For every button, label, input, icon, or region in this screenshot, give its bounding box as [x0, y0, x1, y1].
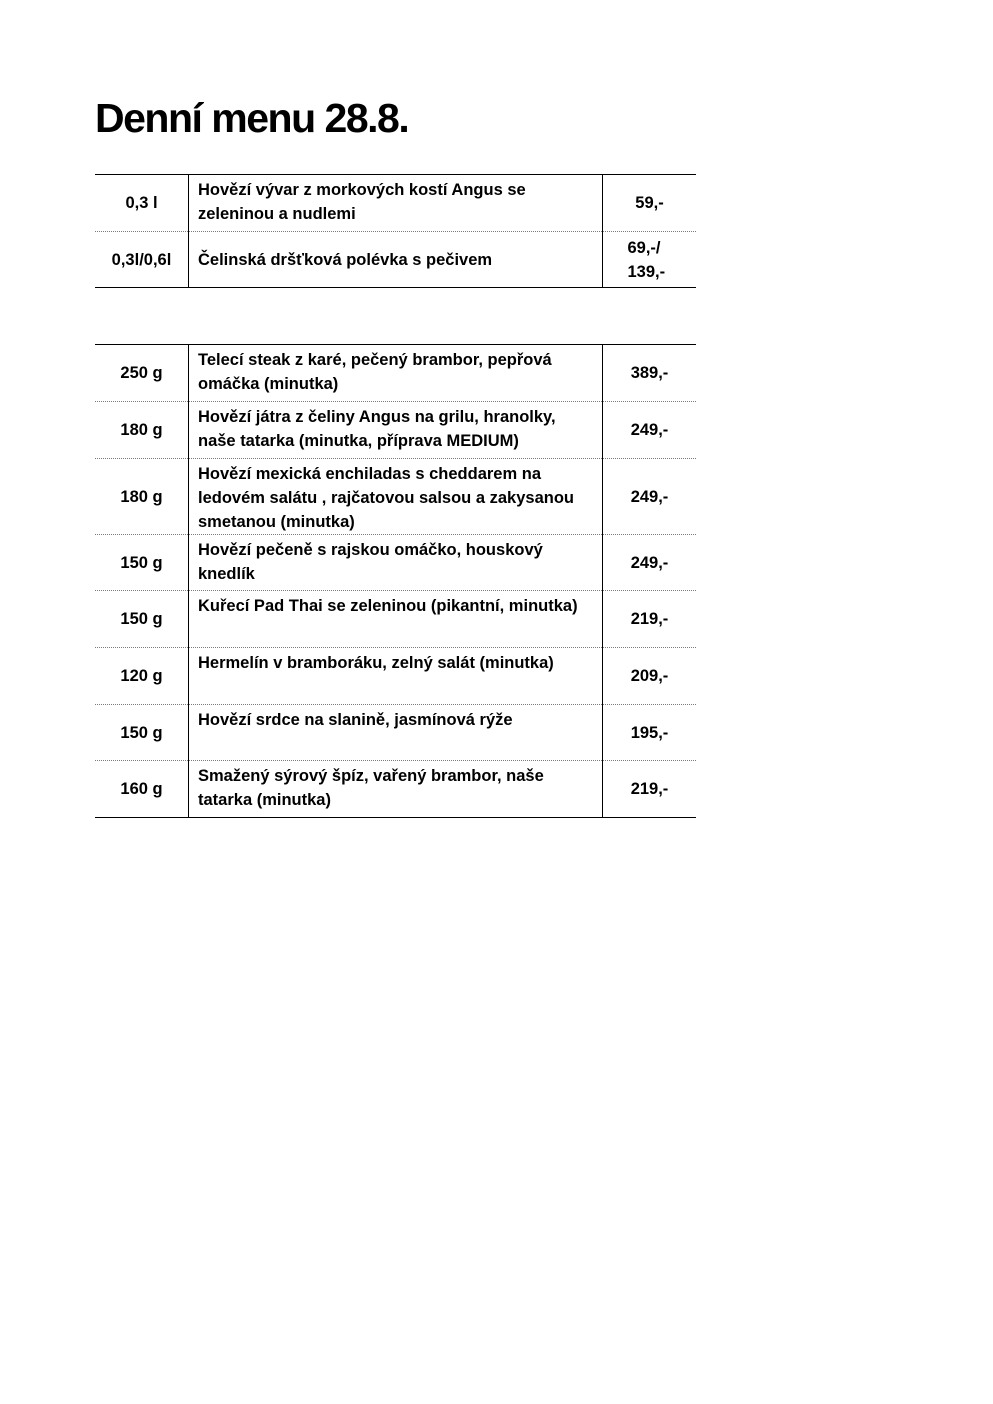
portion-size: 0,3l/0,6l: [95, 232, 189, 288]
dish-price: 249,-: [630, 553, 669, 572]
table-row: [95, 761, 696, 818]
dish-name: Smažený sýrový špíz, vařený brambor, naše tatarka (minutka): [198, 767, 544, 809]
dish-name: Telecí steak z karé, pečený brambor, pepřová omáčka (minutka): [198, 351, 552, 393]
dish-name: Hovězí vývar z morkových kostí Angus se zeleninou a nudlemi: [198, 181, 526, 223]
table-row: [95, 345, 696, 402]
dish-price: 59,-: [635, 194, 664, 212]
table-row: [95, 591, 696, 648]
table-row: [95, 535, 696, 591]
dish-price: 219,-: [630, 780, 669, 798]
portion-size: 150 g: [95, 705, 189, 761]
table-row: [95, 402, 696, 459]
dish-price: 389,-: [630, 364, 669, 382]
dish-price: 249,-: [630, 487, 669, 506]
table-row: [95, 648, 696, 705]
dish-name: Hovězí játra z čeliny Angus na grilu, hranolky, naše tatarka (minutka, příprava MEDIUM): [198, 408, 556, 450]
dish-price: 249,-: [630, 421, 669, 439]
portion-size: 120 g: [95, 648, 189, 705]
portion-size: 180 g: [95, 459, 189, 535]
dish-name: Hovězí mexická enchiladas s cheddarem na ledovém salátu , rajčatovou salsou a zakysanou smetanou (minutka): [198, 465, 574, 531]
main-dishes-table: [95, 344, 696, 818]
dish-name: Kuřecí Pad Thai se zeleninou (pikantní, minutka): [198, 597, 578, 615]
table-row: [95, 232, 696, 288]
dish-price: 219,-: [630, 610, 669, 628]
dish-name: Hovězí pečeně s rajskou omáčko, houskový knedlík: [198, 541, 543, 583]
dish-name: Hermelín v bramboráku, zelný salát (minutka): [198, 654, 554, 672]
portion-size: 150 g: [95, 535, 189, 591]
table-row: [95, 459, 696, 535]
portion-size: 160 g: [95, 761, 189, 818]
portion-size: 150 g: [95, 591, 189, 648]
portion-size: 250 g: [95, 345, 189, 402]
table-row: [95, 705, 696, 761]
portion-size: 0,3 l: [95, 175, 189, 232]
dish-name: Čelinská dršťková polévka s pečivem: [198, 250, 493, 269]
page-title: Denní menu 28.8.: [95, 95, 409, 141]
dish-price: 209,-: [630, 667, 669, 685]
dish-price: 195,-: [630, 723, 669, 742]
dish-name: Hovězí srdce na slanině, jasmínová rýže: [198, 711, 513, 729]
table-row: [95, 175, 696, 232]
dish-price: 69,-/ 139,-: [627, 238, 666, 281]
portion-size: 180 g: [95, 402, 189, 459]
soup-table: [95, 174, 696, 288]
